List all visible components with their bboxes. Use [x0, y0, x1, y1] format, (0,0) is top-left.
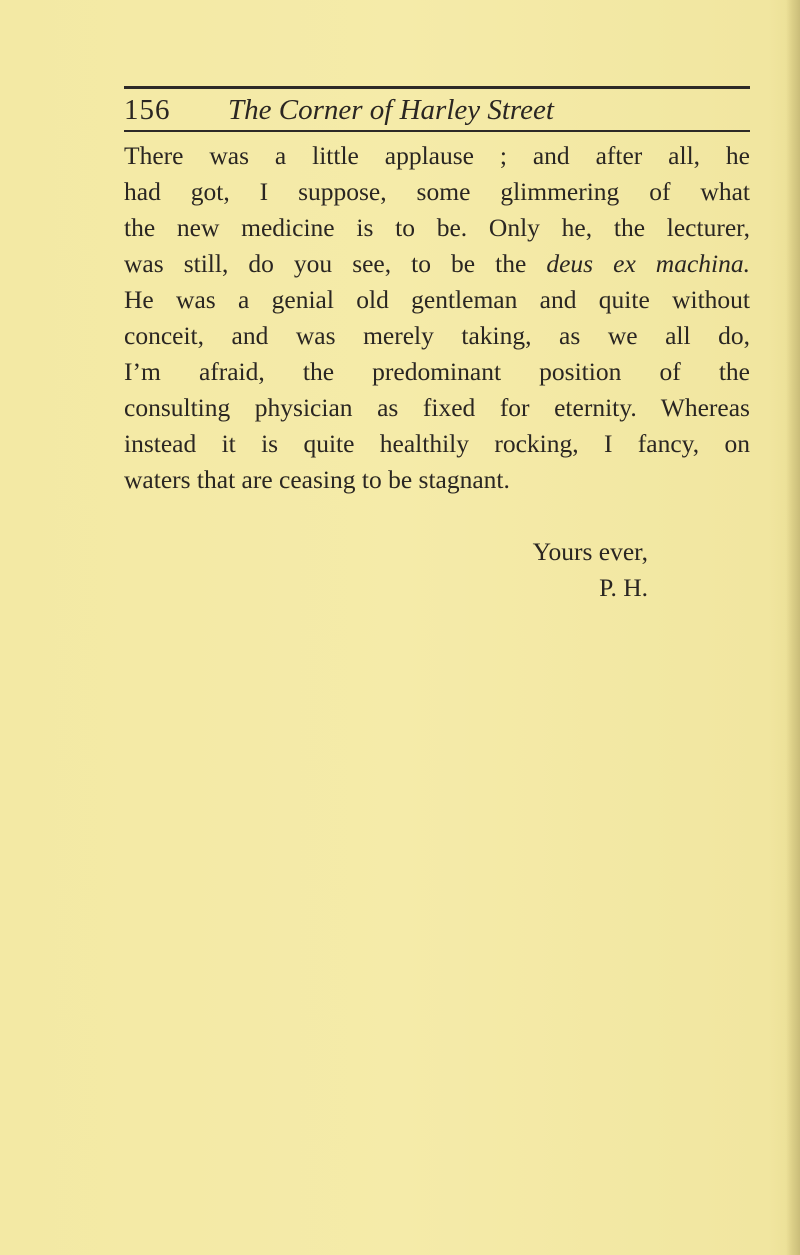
text-line-lead: was still, do you see, to be the	[124, 249, 547, 278]
text-line: He was a genial old gentleman and quite without	[124, 285, 750, 314]
header-rule-top	[124, 86, 750, 89]
text-line: waters that are ceasing to be stagnant.	[124, 465, 510, 494]
page-number: 156	[124, 94, 171, 126]
italic-phrase: deus ex machina.	[546, 249, 750, 278]
text-line: consulting physician as fixed for eternity. Whereas	[124, 393, 750, 422]
text-line: had got, I suppose, some glimmering of what	[124, 177, 750, 206]
letter-closing	[124, 534, 648, 606]
valediction: Yours ever,	[532, 537, 648, 566]
text-line: instead it is quite healthily rocking, I fancy, on	[124, 429, 750, 458]
text-line: conceit, and was merely taking, as we all do,	[124, 321, 750, 350]
text-line: I’m afraid, the predominant position of the	[124, 357, 750, 386]
page-edge-shadow	[786, 0, 800, 1255]
text-line: the new medicine is to be. Only he, the lecturer,	[124, 213, 750, 242]
body-text	[124, 138, 750, 498]
text-line: There was a little applause ; and after all, he	[124, 141, 750, 170]
header-rule-bottom	[124, 130, 750, 132]
text-line-with-italic	[124, 246, 750, 282]
running-title: The Corner of Harley Street	[228, 94, 554, 126]
signature: P. H.	[599, 573, 648, 602]
